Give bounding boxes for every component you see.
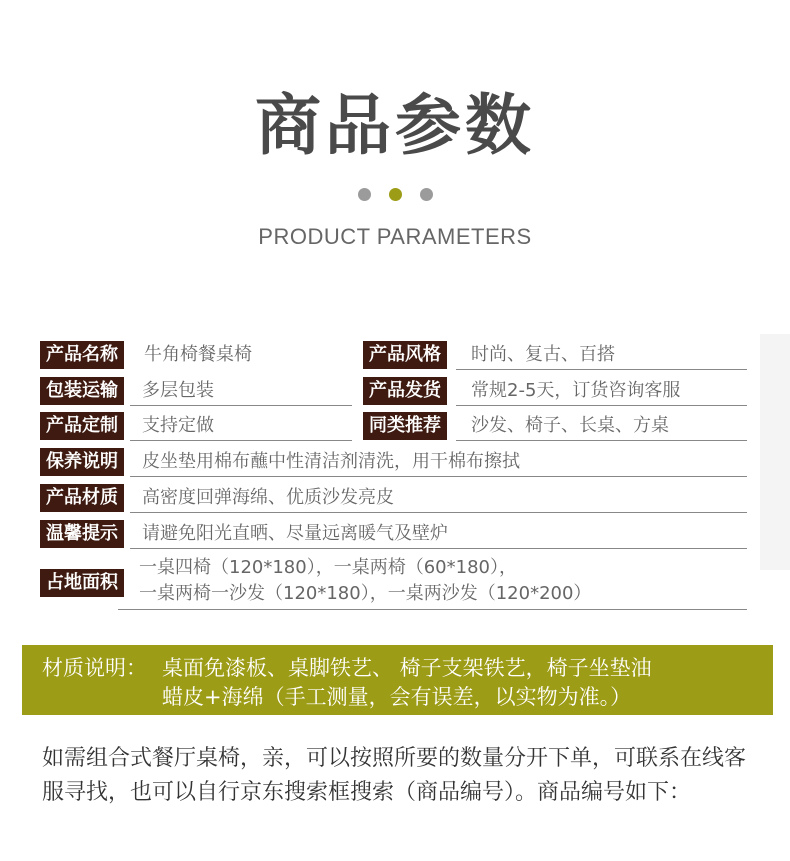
order-instructions: 如需组合式餐厅桌椅，亲，可以按照所要的数量分开下单，可联系在线客服寻找，也可以自行京东搜索框搜索（商品编号）。商品编号如下： bbox=[42, 746, 747, 805]
dot-3 bbox=[420, 188, 433, 201]
underline bbox=[456, 440, 747, 441]
param-value: 请避免阳光直晒、尽量远离暖气及壁炉 bbox=[142, 523, 448, 544]
underline bbox=[456, 405, 747, 406]
param-value: 多层包装 bbox=[142, 380, 214, 401]
param-value: 高密度回弹海绵、优质沙发亮皮 bbox=[142, 487, 394, 508]
param-label: 保养说明 bbox=[40, 448, 124, 476]
underline bbox=[118, 609, 747, 610]
param-value: 牛角椅餐桌椅 bbox=[144, 344, 252, 365]
underline bbox=[130, 548, 747, 549]
underline bbox=[130, 512, 747, 513]
page-title: 商品参数 bbox=[255, 87, 535, 164]
side-shade bbox=[760, 334, 790, 570]
param-value-line-2: 一桌两椅一沙发（120*180），一桌两沙发（120*200） bbox=[139, 583, 592, 604]
dot-2-active bbox=[389, 188, 402, 201]
param-value: 时尚、复古、百搭 bbox=[471, 344, 615, 365]
underline bbox=[130, 405, 352, 406]
material-note-label: 材质说明： bbox=[42, 656, 147, 680]
param-label: 产品名称 bbox=[40, 341, 124, 369]
param-value: 皮坐垫用棉布蘸中性清洁剂清洗，用干棉布擦拭 bbox=[142, 451, 520, 472]
param-label: 产品发货 bbox=[363, 377, 447, 405]
material-note-banner bbox=[22, 645, 773, 715]
param-label: 同类推荐 bbox=[363, 412, 447, 440]
param-label: 产品定制 bbox=[40, 412, 124, 440]
carousel-dots bbox=[0, 188, 790, 201]
underline bbox=[130, 476, 747, 477]
material-note-line-2: 蜡皮+海绵（手工测量，会有误差，以实物为准。） bbox=[162, 685, 632, 709]
param-label: 包装运输 bbox=[40, 377, 124, 405]
underline bbox=[456, 369, 747, 370]
material-note-line-1: 桌面免漆板、桌脚铁艺、 椅子支架铁艺，椅子坐垫油 bbox=[162, 656, 652, 680]
param-value-line-1: 一桌四椅（120*180），一桌两椅（60*180）， bbox=[139, 557, 517, 578]
param-label: 产品材质 bbox=[40, 484, 124, 512]
param-value: 沙发、椅子、长桌、方桌 bbox=[471, 415, 669, 436]
param-label: 占地面积 bbox=[40, 569, 124, 597]
param-value: 支持定做 bbox=[142, 415, 214, 436]
param-label: 产品风格 bbox=[363, 341, 447, 369]
dot-1 bbox=[358, 188, 371, 201]
page-subtitle: PRODUCT PARAMETERS bbox=[258, 224, 532, 249]
param-label: 温馨提示 bbox=[40, 520, 124, 548]
param-value: 常规2-5天，订货咨询客服 bbox=[471, 380, 681, 401]
underline bbox=[130, 440, 352, 441]
